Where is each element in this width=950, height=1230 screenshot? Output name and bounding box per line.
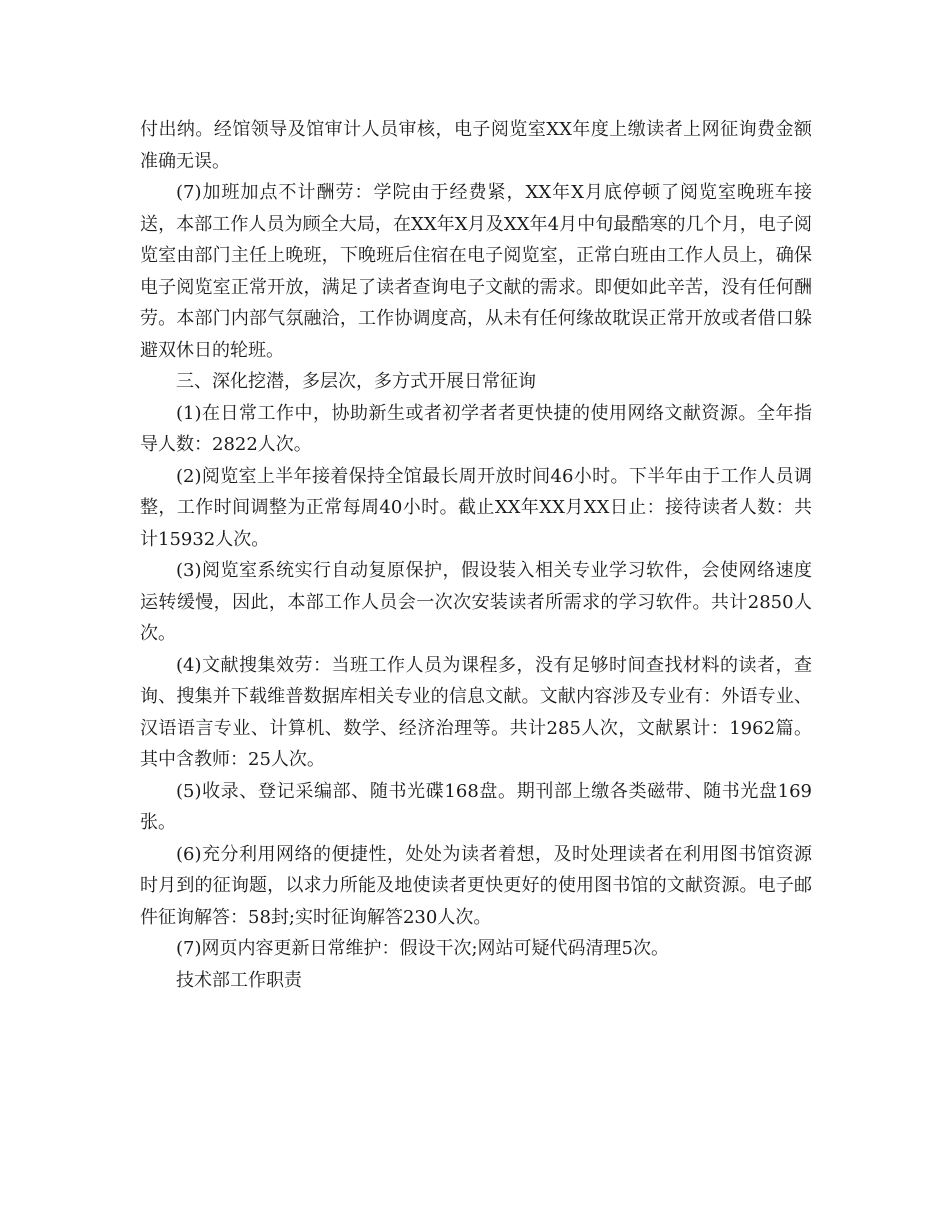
trailing-heading: 技术部工作职责 (176, 969, 302, 991)
paragraph-9: (7)网页内容更新日常维护：假设干次;网站可疑代码清理5次。 (176, 938, 670, 959)
paragraph-8: (6)充分利用网络的便捷性，处处为读者着想，及时处理读者在利用图书馆资源时月到的征询题，以求力所能及地使读者更快更好的使用图书馆的文献资源。电子邮件征询解答：58封;实时征询解答230人次。 (140, 843, 812, 928)
paragraph-6: (4)文献搜集效劳：当班工作人员为课程多，没有足够时间查找材料的读者，查询、搜集并下载维普数据库相关专业的信息文献。文献内容涉及专业有：外语专业、汉语语言专业、计算机、数学、经济治理等。共计285人次，文献累计：1962篇。其中含教师：25人次。 (140, 654, 812, 770)
paragraph-7: (5)收录、登记采编部、随书光碟168盘。期刊部上缴各类磁带、随书光盘169张。 (140, 780, 812, 833)
paragraph-2: (7)加班加点不计酬劳：学院由于经费紧，XX年X月底停顿了阅览室晚班车接送，本部工作人员为顾全大局，在XX年X月及XX年4月中旬最酷寒的几个月，电子阅览室由部门主任上晚班，下晚班后住宿在电子阅览室，正常白班由工作人员上，确保电子阅览室正常开放，满足了读者查询电子文献的需求。即便如此辛苦，没有任何酬劳。本部门内部气氛融洽，工作协调度高，从未有任何缘故耽误正常开放或者借口躲避双休日的轮班。 (140, 182, 812, 361)
paragraph-5: (3)阅览室系统实行自动复原保护，假设装入相关专业学习软件，会使网络速度运转缓慢，因此，本部工作人员会一次次安装读者所需求的学习软件。共计2850人次。 (140, 560, 812, 644)
section-heading: 三、深化挖潜，多层次，多方式开展日常征询 (176, 371, 536, 392)
document-body (140, 114, 812, 996)
paragraph-4: (2)阅览室上半年接着保持全馆最长周开放时间46小时。下半年由于工作人员调整，工作时间调整为正常每周40小时。截止XX年XX月XX日止：接待读者人数：共计15932人次。 (140, 465, 812, 550)
paragraph-1: 付出纳。经馆领导及馆审计人员审核，电子阅览室XX年度上缴读者上网征询费金额准确无误。 (140, 119, 812, 172)
paragraph-3: (1)在日常工作中，协助新生或者初学者者更快捷的使用网络文献资源。全年指导人数：2822人次。 (140, 402, 812, 455)
